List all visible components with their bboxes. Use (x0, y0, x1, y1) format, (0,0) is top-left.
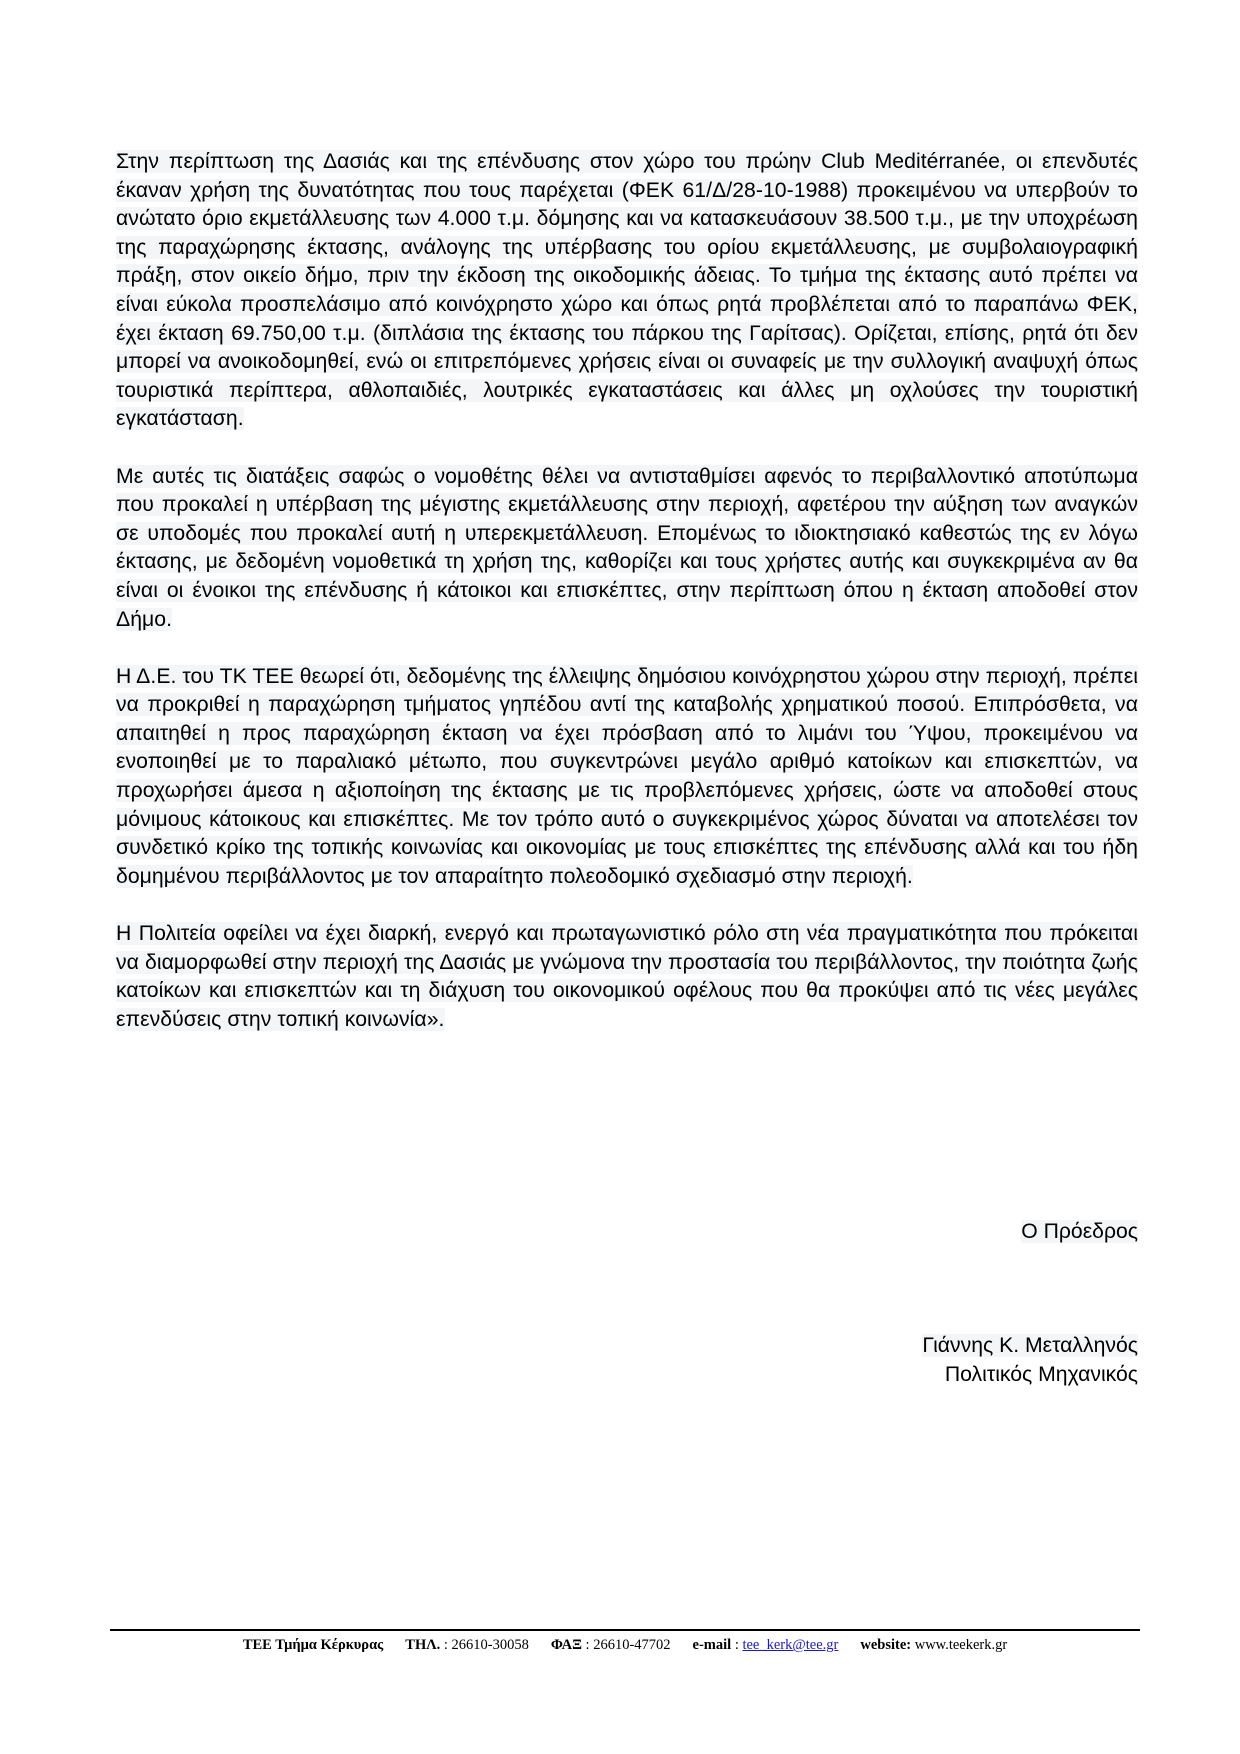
footer-fax-label: ΦΑΞ (550, 1637, 582, 1653)
paragraph-text: Η Δ.Ε. του ΤΚ ΤΕΕ θεωρεί ότι, δεδομένης της έλλειψης δημόσιου κοινόχρηστου χώρου στην περιοχή, πρέπει να προκριθεί η παραχώρηση τμήματος γηπέδου αντί της καταβολής χρηματικού ποσού. Επιπρόσθετα, να απαιτηθεί η προς παραχώρηση έκταση να έχει πρόσβαση από το λιμάνι του Ύψου, προκειμένου να ενοποιηθεί με το παραλιακό μέτωπο, που συγκεντρώνει μεγάλο αριθμό κατοίκων και επισκεπτών, να προχωρήσει άμεσα η αξιοποίηση της έκτασης με τις προβλεπόμενες χρήσεις, ώστε να αποδοθεί στους μόνιμους κάτοικους και επισκέπτες. Με τον τρόπο αυτό ο συγκεκριμένος χώρος δύναται να αποτελέσει τον συνδετικό κρίκο της τοπικής κοινωνίας και οικονομίας με τους επισκέπτες της επένδυσης αλλά και του ήδη δομημένου περιβάλλοντος με τον απαραίτητο πολεοδομικό σχεδιασμό στην περιοχή. (116, 664, 1138, 888)
paragraph-board-position (116, 663, 1138, 892)
footer-website-label: website: (860, 1637, 912, 1653)
signature-block (922, 1332, 1138, 1389)
footer-email-label: e-mail (692, 1637, 732, 1653)
footer-phone: : 26610-30058 (440, 1637, 529, 1653)
paragraph-text: Η Πολιτεία οφείλει να έχει διαρκή, ενεργό και πρωταγωνιστικό ρόλο στη νέα πραγματικότητα που πρόκειται να διαμορφωθεί στην περιοχή της Δασιάς με γνώμονα την προστασία του περιβάλλοντος, την ποιότητα ζωής κατοίκων και επισκεπτών και τη διάχυση του οικονομικού οφέλους που θα προκύψει από τις νέες μεγάλες επενδύσεις στην τοπική κοινωνία». (116, 922, 1138, 1031)
paragraph-dasia-investment (116, 148, 1138, 434)
footer-email-sep: : (731, 1637, 743, 1653)
footer-divider (110, 1629, 1140, 1631)
paragraph-legislator-intent (116, 463, 1138, 635)
footer-fax: : 26610-47702 (581, 1637, 671, 1653)
paragraph-text: Στην περίπτωση της Δασιάς και της επένδυσης στον χώρο του πρώην Club Meditérranée, οι επενδυτές έκαναν χρήση της δυνατότητας που τους παρέχεται (ΦΕΚ 61/Δ/28-10-1988) προκειμένου να υπερβούν το ανώτατο όριο εκμετάλλευσης των 4.000 τ.μ. δόμησης και να κατασκευάσουν 38.500 τ.μ., με την υποχρέωση της παραχώρησης έκτασης, ανάλογης της υπέρβασης του ορίου εκμετάλλευσης, με συμβολαιογραφική πράξη, στον οικείο δήμο, πριν την έκδοση της οικοδομικής άδειας. Το τμήμα της έκτασης αυτό πρέπει να είναι εύκολα προσπελάσιμο από κοινόχρηστο χώρο και όπως ρητά προβλέπεται από το παραπάνω ΦΕΚ, έχει έκταση 69.750,00 τ.μ. (διπλάσια της έκτασης του πάρκου της Γαρίτσας). Ορίζεται, επίσης, ρητά ότι δεν μπορεί να ανοικοδομηθεί, ενώ οι επιτρεπόμενες χρήσεις είναι οι συναφείς με την συλλογική αναψυχή όπως τουριστικά περίπτερα, αθλοπαιδιές, λουτρικές εγκαταστάσεις και άλλες μη οχλούσες την τουριστική εγκατάσταση. (116, 150, 1138, 431)
footer-website: www.teekerk.gr (911, 1637, 1008, 1653)
footer-phone-label: ΤΗΛ. (405, 1637, 441, 1653)
signature-title (1021, 1218, 1138, 1247)
paragraph-state-role (116, 920, 1138, 1034)
document-body (116, 148, 1138, 1063)
signature-role: Πολιτικός Μηχανικός (944, 1362, 1138, 1386)
signature-title-text: Ο Πρόεδρος (1021, 1220, 1138, 1243)
footer-organization: ΤΕΕ Τμήμα Κέρκυρας (242, 1637, 384, 1653)
footer-contact (110, 1637, 1140, 1654)
signature-name: Γιάννης Κ. Μεταλληνός (922, 1334, 1138, 1357)
paragraph-text: Με αυτές τις διατάξεις σαφώς ο νομοθέτης θέλει να αντισταθμίσει αφενός το περιβαλλοντικό αποτύπωμα που προκαλεί η υπέρβαση της μέγιστης εκμετάλλευσης στην περιοχή, αφετέρου την αύξηση των αναγκών σε υποδομές που προκαλεί αυτή η υπερεκμετάλλευση. Επομένως το ιδιοκτησιακό καθεστώς της εν λόγω έκτασης, με δεδομένη νομοθετικά τη χρήση της, καθορίζει και τους χρήστες αυτής και συγκεκριμένα αν θα είναι οι ένοικοι της επένδυσης ή κάτοικοι και επισκέπτες, στην περίπτωση όπου η έκταση αποδοθεί στον Δήμο. (116, 464, 1138, 631)
footer-email-link[interactable]: tee_kerk@tee.gr (742, 1637, 839, 1653)
